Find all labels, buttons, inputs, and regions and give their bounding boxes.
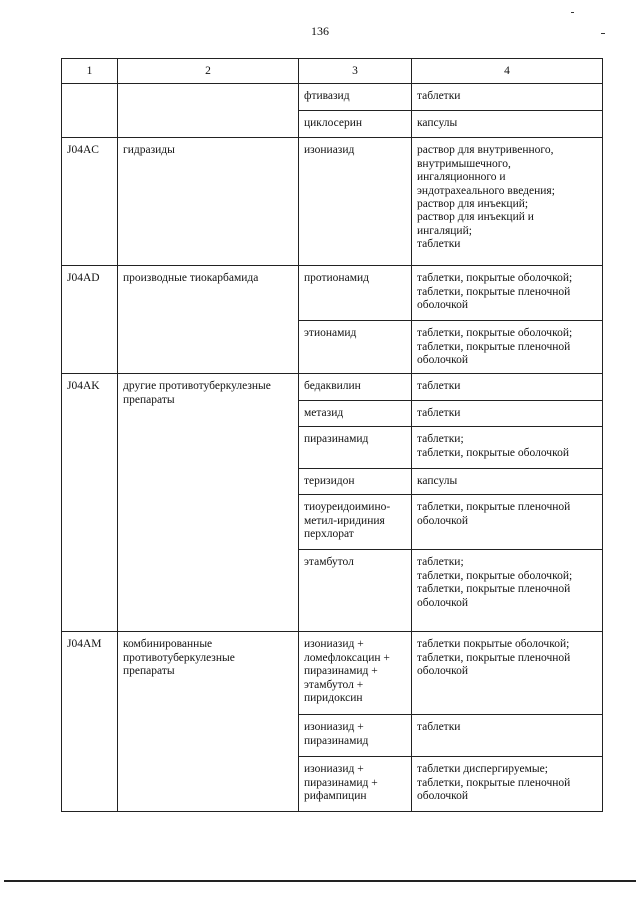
group-name-cell: другие противотуберкулезные препараты <box>118 374 299 632</box>
atc-code-cell: J04AM <box>62 632 118 812</box>
substance-cell: метазид <box>299 401 412 427</box>
page-bottom-rule <box>4 880 636 882</box>
group-name-cell: комбинированные противотуберкулезные препараты <box>118 632 299 812</box>
column-header: 3 <box>299 59 412 84</box>
dosage-form-cell: таблетки, покрытые оболочкой; таблетки, покрытые пленочной оболочкой <box>412 321 603 374</box>
substance-cell: фтивазид <box>299 84 412 111</box>
atc-code-cell: J04AC <box>62 138 118 266</box>
dosage-form-cell: таблетки <box>412 374 603 401</box>
dosage-form-cell: таблетки <box>412 84 603 111</box>
dosage-form-cell: раствор для внутривенного, внутримышечного, ингаляционного и эндотрахеального введения; раствор для инъекций; раствор для инъекций и ингаляций; таблетки <box>412 138 603 266</box>
dosage-form-cell: таблетки <box>412 401 603 427</box>
atc-code-cell: J04AD <box>62 266 118 374</box>
substance-cell: бедаквилин <box>299 374 412 401</box>
drug-table <box>61 58 603 812</box>
substance-cell: протионамид <box>299 266 412 321</box>
dosage-form-cell: таблетки; таблетки, покрытые оболочкой; таблетки, покрытые пленочной оболочкой <box>412 550 603 632</box>
dosage-form-cell: таблетки <box>412 715 603 757</box>
dosage-form-cell: таблетки; таблетки, покрытые оболочкой <box>412 427 603 469</box>
substance-cell: изониазид + пиразинамид + рифампицин <box>299 757 412 812</box>
substance-cell: изониазид + ломефлоксацин + пиразинамид + этамбутол + пиридоксин <box>299 632 412 715</box>
table-row <box>62 84 603 111</box>
group-name-cell <box>118 84 299 138</box>
dosage-form-cell: капсулы <box>412 111 603 138</box>
column-header: 1 <box>62 59 118 84</box>
substance-cell: этамбутол <box>299 550 412 632</box>
page-number: 136 <box>311 24 329 38</box>
dosage-form-cell: таблетки покрытые оболочкой; таблетки, покрытые пленочной оболочкой <box>412 632 603 715</box>
atc-code-cell: J04AK <box>62 374 118 632</box>
substance-cell: этионамид <box>299 321 412 374</box>
dosage-form-cell: таблетки, покрытые оболочкой; таблетки, покрытые пленочной оболочкой <box>412 266 603 321</box>
substance-cell: тиоуреидоимино- метил-иридиния перхлорат <box>299 495 412 550</box>
substance-cell: пиразинамид <box>299 427 412 469</box>
column-header: 4 <box>412 59 603 84</box>
table-row <box>62 266 603 321</box>
scan-speck <box>601 33 605 34</box>
group-name-cell: гидразиды <box>118 138 299 266</box>
table-row <box>62 138 603 266</box>
column-header: 2 <box>118 59 299 84</box>
table-row <box>62 632 603 715</box>
dosage-form-cell: таблетки диспергируемые; таблетки, покрытые пленочной оболочкой <box>412 757 603 812</box>
dosage-form-cell: капсулы <box>412 469 603 495</box>
scan-speck <box>571 12 574 13</box>
group-name-cell: производные тиокарбамида <box>118 266 299 374</box>
substance-cell: изониазид + пиразинамид <box>299 715 412 757</box>
substance-cell: изониазид <box>299 138 412 266</box>
table-row <box>62 374 603 401</box>
substance-cell: теризидон <box>299 469 412 495</box>
atc-code-cell <box>62 84 118 138</box>
table-header-row <box>62 59 603 84</box>
substance-cell: циклосерин <box>299 111 412 138</box>
dosage-form-cell: таблетки, покрытые пленочной оболочкой <box>412 495 603 550</box>
